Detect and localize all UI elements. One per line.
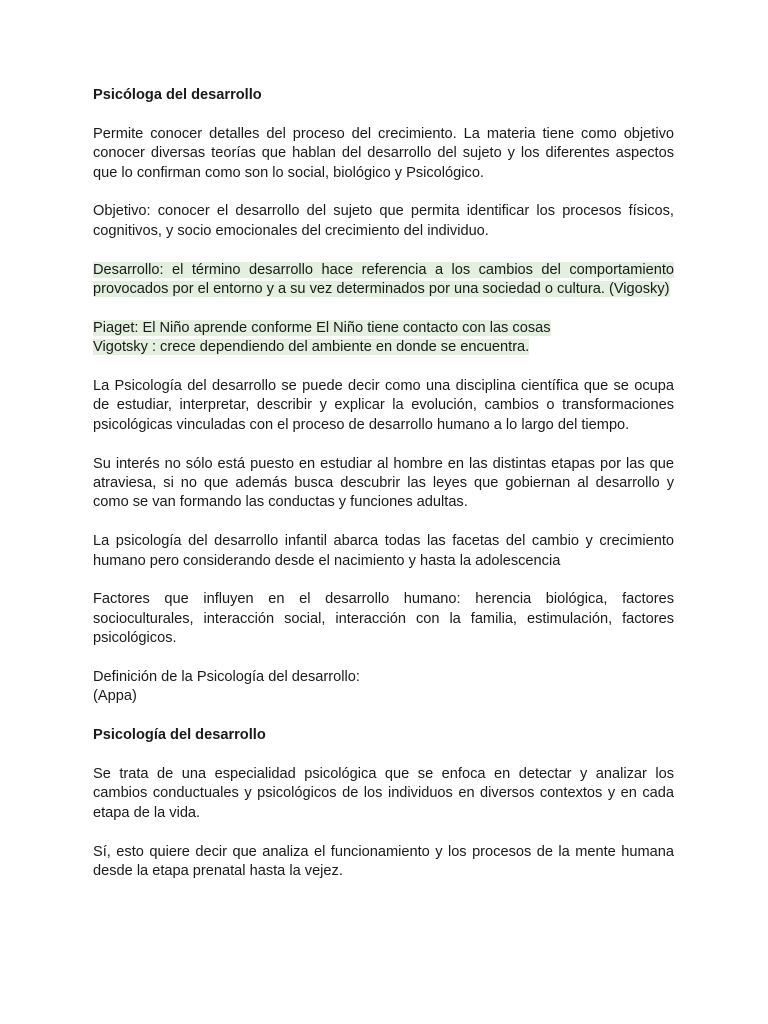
- paragraph-intro: Permite conocer detalles del proceso del crecimiento. La materia tiene como objetivo conocer diversas teorías que hablan del desarrollo del sujeto y los diferentes aspectos que lo confirman como son lo social, biológico y Psicológico.: [93, 125, 674, 181]
- paragraph-child-development: La psicología del desarrollo infantil abarca todas las facetas del cambio y crecimiento humano pero considerando desde el nacimiento y hasta la adolescencia: [93, 533, 674, 569]
- vigotsky-line: Vigotsky : crece dependiendo del ambiente en donde se encuentra.: [93, 339, 530, 356]
- definition-label: Definición de la Psicología del desarrollo:: [93, 669, 360, 686]
- document-body: [93, 86, 674, 901]
- document-title: Psicóloga del desarrollo: [93, 87, 262, 103]
- paragraph-objective: Objetivo: conocer el desarrollo del sujeto que permita identificar los procesos físicos, cognitivos, y socio emocionales del crecimiento del individuo.: [93, 203, 674, 239]
- paragraph-mind-analysis: Sí, esto quiere decir que analiza el funcionamiento y los procesos de la mente humana desde la etapa prenatal hasta la vejez.: [93, 843, 674, 880]
- paragraph-interest: Su interés no sólo está puesto en estudiar al hombre en las distintas etapas por las que atraviesa, si no que además busca descubrir las leyes que gobiernan al desarrollo y como se van formando las conductas y funciones adultas.: [93, 455, 674, 511]
- definition-source: (Appa): [93, 688, 137, 705]
- paragraph-theorists-highlighted: [93, 319, 674, 358]
- paragraph-discipline: La Psicología del desarrollo se puede decir como una disciplina científica que se ocupa de estudiar, interpretar, describir y explicar la evolución, cambios o transformaciones psicológicas vinculadas con el proceso de desarrollo humano a lo largo del tiempo.: [93, 378, 674, 433]
- paragraph-definition-appa: [93, 668, 674, 707]
- section-heading: Psicología del desarrollo: [93, 727, 266, 744]
- piaget-line: Piaget: El Niño aprende conforme El Niño tiene contacto con las cosas: [93, 319, 551, 336]
- highlighted-text: Desarrollo: el término desarrollo hace referencia a los cambios del comportamiento provocados por el entorno y a su vez determinados por una sociedad o cultura. (Vigosky): [93, 261, 674, 298]
- paragraph-definition-highlighted: [93, 261, 674, 300]
- paragraph-specialty: Se trata de una especialidad psicológica que se enfoca en detectar y analizar los cambios conductuales y psicológicos de los individuos en diversos contextos y en cada etapa de la vida.: [93, 766, 674, 821]
- paragraph-factors: Factores que influyen en el desarrollo humano: herencia biológica, factores socioculturales, interacción social, interacción con la familia, estimulación, factores psicológicos.: [93, 591, 674, 647]
